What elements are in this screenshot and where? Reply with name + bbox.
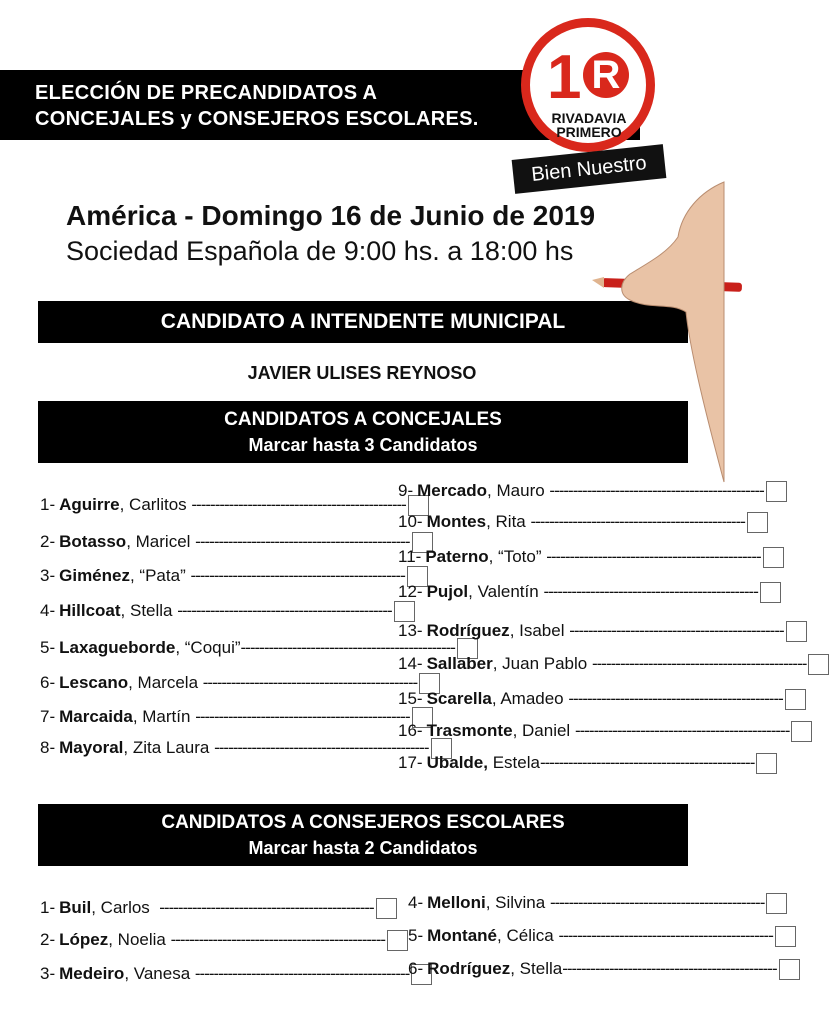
candidate-given-name: , Vanesa	[124, 964, 195, 983]
candidate-given-name: , “Coqui”	[175, 638, 241, 657]
candidate-given-name: , Noelia	[108, 930, 171, 949]
consejero-candidate-row	[40, 929, 386, 951]
candidate-surname: Sallaber	[426, 654, 493, 673]
candidate-given-name: , Juan Pablo	[492, 654, 592, 673]
candidate-number: 5-	[408, 926, 424, 945]
concejal-candidate-row	[40, 600, 392, 622]
consejero-candidate-row	[40, 897, 374, 919]
logo-letter: R	[583, 52, 629, 98]
candidate-given-name: , Mauro	[487, 481, 550, 500]
candidate-surname: Rodríguez	[427, 959, 511, 978]
candidate-number: 1-	[40, 495, 56, 514]
candidate-given-name: , Zita Laura	[123, 738, 215, 757]
vote-checkbox[interactable]	[775, 926, 796, 947]
vote-checkbox[interactable]	[756, 753, 777, 774]
candidate-given-name: Estela	[487, 753, 540, 772]
concejal-candidate-row	[40, 565, 405, 587]
leader-dashes: ----------------------------------------------	[195, 532, 410, 551]
candidate-surname: Botasso	[59, 532, 127, 551]
intendente-candidate-name: JAVIER ULISES REYNOSO	[247, 363, 477, 383]
candidate-surname: Lescano	[59, 673, 129, 692]
candidate-surname: Medeiro	[59, 964, 125, 983]
concejal-candidate-row	[40, 672, 418, 694]
candidate-number: 4-	[40, 601, 56, 620]
consejero-candidate-row	[40, 963, 410, 985]
candidate-surname: Hillcoat	[59, 601, 121, 620]
concejales-subheading: Marcar hasta 3 Candidatos	[248, 435, 478, 455]
candidate-number: 16-	[398, 721, 423, 740]
candidate-number: 12-	[398, 582, 423, 601]
candidate-given-name: , Silvina	[485, 893, 550, 912]
candidate-number: 6-	[40, 673, 56, 692]
consejeros-heading: CANDIDATOS A CONSEJEROS ESCOLARES	[161, 812, 565, 833]
candidate-number: 3-	[40, 964, 56, 983]
concejal-candidate-row	[40, 706, 410, 728]
candidate-given-name: , Daniel	[512, 721, 575, 740]
vote-checkbox[interactable]	[376, 898, 397, 919]
leader-dashes: ----------------------------------------------	[170, 930, 386, 949]
concejal-candidate-row	[398, 511, 745, 533]
candidate-given-name: , Martín	[132, 707, 196, 726]
candidate-given-name: , Stella	[510, 959, 563, 978]
vote-checkbox[interactable]	[760, 582, 781, 603]
candidate-given-name: , Amadeo	[491, 689, 569, 708]
leader-dashes: ----------------------------------------------	[530, 512, 745, 531]
candidate-given-name: , Marcela	[128, 673, 203, 692]
candidate-number: 14-	[398, 654, 423, 673]
header-title-line2: CONCEJALES y CONSEJEROS ESCOLARES.	[35, 108, 479, 130]
candidate-given-name: , Maricel	[126, 532, 196, 551]
pencil-tip-icon	[592, 277, 604, 288]
consejeros-heading-bar	[38, 804, 688, 866]
concejal-candidate-row	[398, 720, 790, 742]
concejal-candidate-row	[398, 581, 758, 603]
concejales-heading: CANDIDATOS A CONCEJALES	[224, 409, 502, 430]
candidate-surname: Trasmonte	[426, 721, 513, 740]
header-title-line1: ELECCIÓN DE PRECANDIDATOS A	[35, 82, 378, 104]
concejal-candidate-row	[398, 480, 764, 502]
candidate-number: 5-	[40, 638, 56, 657]
concejal-candidate-row	[398, 688, 783, 710]
candidate-surname: Melloni	[427, 893, 486, 912]
intendente-heading: CANDIDATO A INTENDENTE MUNICIPAL	[38, 301, 688, 343]
consejero-candidate-row	[408, 925, 773, 947]
candidate-surname: Mercado	[417, 481, 488, 500]
candidate-surname: Montané	[427, 926, 498, 945]
concejal-candidate-row	[40, 737, 429, 759]
candidate-number: 17-	[398, 753, 423, 772]
hand-icon	[622, 182, 724, 482]
candidate-surname: Aguirre	[59, 495, 120, 514]
leader-dashes: ----------------------------------------------	[591, 654, 807, 673]
concejal-candidate-row	[40, 637, 455, 659]
vote-checkbox[interactable]	[808, 654, 829, 675]
hand-with-pencil-illustration	[590, 182, 724, 482]
candidate-given-name: , Stella	[120, 601, 178, 620]
logo-number: 1	[547, 43, 582, 112]
leader-dashes: ----------------------------------------------	[562, 959, 777, 978]
candidate-surname: Ubalde,	[426, 753, 488, 772]
leader-dashes: ----------------------------------------------	[549, 481, 764, 500]
candidate-surname: Paterno	[425, 547, 489, 566]
candidate-number: 10-	[398, 512, 423, 531]
vote-checkbox[interactable]	[763, 547, 784, 568]
candidate-given-name: , Carlos	[91, 898, 160, 917]
leader-dashes: ----------------------------------------------	[159, 898, 374, 917]
concejal-candidate-row	[398, 546, 761, 568]
candidate-number: 2-	[40, 930, 56, 949]
candidate-given-name: , Valentín	[468, 582, 544, 601]
candidate-given-name: , Isabel	[509, 621, 570, 640]
leader-dashes: ----------------------------------------------	[214, 738, 429, 757]
candidate-number: 15-	[398, 689, 423, 708]
vote-checkbox[interactable]	[766, 481, 787, 502]
logo-name-line1: RIVADAVIA	[551, 110, 627, 126]
leader-dashes: ----------------------------------------------	[177, 601, 392, 620]
candidate-number: 6-	[408, 959, 424, 978]
leader-dashes: ----------------------------------------------	[549, 893, 765, 912]
candidate-number: 8-	[40, 738, 56, 757]
leader-dashes: ----------------------------------------------	[195, 707, 410, 726]
leader-dashes: ----------------------------------------------	[569, 621, 784, 640]
candidate-given-name: , Rita	[486, 512, 531, 531]
candidate-given-name: , Carlitos	[119, 495, 192, 514]
event-title: América - Domingo 16 de Junio de 2019	[66, 200, 596, 231]
candidate-surname: Rodríguez	[426, 621, 510, 640]
candidate-surname: Mayoral	[59, 738, 124, 757]
consejeros-subheading: Marcar hasta 2 Candidatos	[248, 838, 478, 858]
candidate-surname: López	[59, 930, 109, 949]
vote-checkbox[interactable]	[786, 621, 807, 642]
candidate-given-name: , “Toto”	[488, 547, 547, 566]
candidate-number: 4-	[408, 893, 424, 912]
vote-checkbox[interactable]	[394, 601, 415, 622]
concejal-candidate-row	[398, 752, 755, 774]
candidate-given-name: , “Pata”	[129, 566, 191, 585]
concejal-candidate-row	[40, 531, 410, 553]
leader-dashes: ----------------------------------------------	[558, 926, 773, 945]
leader-dashes: ----------------------------------------------	[543, 582, 758, 601]
consejero-candidate-row	[408, 958, 777, 980]
leader-dashes: ----------------------------------------------	[539, 753, 755, 772]
candidate-given-name: , Célica	[497, 926, 559, 945]
leader-dashes: ----------------------------------------------	[191, 495, 406, 514]
logo-name-line2: PRIMERO	[556, 124, 622, 140]
candidate-number: 7-	[40, 707, 56, 726]
candidate-number: 11-	[398, 547, 422, 566]
leader-dashes: ----------------------------------------------	[190, 566, 405, 585]
leader-dashes: ----------------------------------------------	[574, 721, 790, 740]
candidate-surname: Laxagueborde	[59, 638, 176, 657]
candidate-surname: Marcaida	[59, 707, 133, 726]
candidate-surname: Montes	[426, 512, 487, 531]
candidate-surname: Pujol	[426, 582, 469, 601]
concejal-candidate-row	[40, 494, 406, 516]
concejal-candidate-row	[398, 620, 784, 642]
concejal-candidate-row	[398, 653, 807, 675]
logo-tagline: Bien Nuestro	[512, 144, 667, 194]
leader-dashes: ----------------------------------------------	[202, 673, 418, 692]
vote-checkbox[interactable]	[779, 959, 800, 980]
leader-dashes: ----------------------------------------------	[546, 547, 761, 566]
consejero-candidate-row	[408, 892, 765, 914]
candidate-number: 13-	[398, 621, 423, 640]
vote-checkbox[interactable]	[785, 689, 806, 710]
candidate-number: 9-	[398, 481, 414, 500]
party-logo	[509, 18, 669, 196]
leader-dashes: ----------------------------------------------	[240, 638, 455, 657]
vote-checkbox[interactable]	[747, 512, 768, 533]
candidate-surname: Giménez	[59, 566, 130, 585]
leader-dashes: ----------------------------------------------	[194, 964, 410, 983]
vote-checkbox[interactable]	[766, 893, 787, 914]
candidate-number: 2-	[40, 532, 56, 551]
candidate-number: 1-	[40, 898, 56, 917]
vote-checkbox[interactable]	[791, 721, 812, 742]
candidate-number: 3-	[40, 566, 56, 585]
vote-checkbox[interactable]	[387, 930, 408, 951]
candidate-surname: Scarella	[426, 689, 492, 708]
candidate-surname: Buil	[59, 898, 92, 917]
event-place: Sociedad Española de 9:00 hs. a 18:00 hs	[66, 236, 574, 266]
leader-dashes: ----------------------------------------------	[568, 689, 783, 708]
